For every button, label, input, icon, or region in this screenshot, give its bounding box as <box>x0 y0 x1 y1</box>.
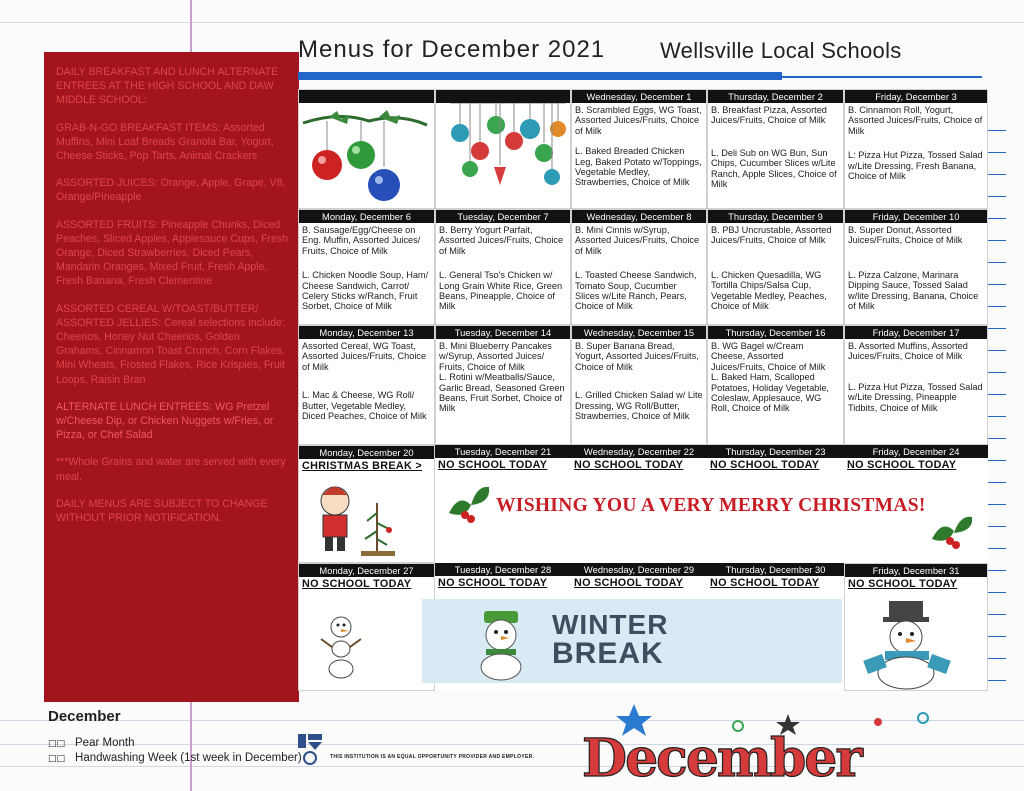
no-school-notice: NO SCHOOL TODAY <box>710 459 820 471</box>
day-header: Friday, December 24 <box>844 445 988 458</box>
day-header: Wednesday, December 8 <box>572 210 706 223</box>
december-art <box>578 700 978 788</box>
info-sidebar <box>44 52 299 702</box>
lunch-menu: L: Pizza Hut Pizza, Tossed Salad w/Lite Dressing, Fresh Banana, Choice of Milk <box>848 150 983 182</box>
winter-break-banner <box>422 599 842 683</box>
snowman-icon <box>466 605 536 681</box>
no-school-notice: NO SCHOOL TODAY <box>574 459 684 471</box>
checkbox-icon: □□ <box>48 754 66 764</box>
winter-banner-line2: BREAK <box>552 637 664 670</box>
day-cell <box>435 325 571 445</box>
day-header: Monday, December 6 <box>299 210 434 223</box>
lunch-menu: L. Mac & Cheese, WG Roll/ Butter, Vegetable Medley, Diced Peaches, Choice of Milk <box>302 390 427 422</box>
day-cell <box>707 209 844 325</box>
day-header: Wednesday, December 29 <box>571 563 707 576</box>
breakfast-menu: B. Mini Blueberry Pancakes w/Syrup, Assorted Juices/ Fruits, Choice of Milk <box>439 341 552 372</box>
sidebar-breakfast-title: GRAB-N-GO BREAKFAST ITEMS: <box>56 121 221 134</box>
page-title: Menus for December 2021 <box>298 36 606 63</box>
day-header: Tuesday, December 7 <box>436 210 570 223</box>
sidebar-whole-grains: ***Whole Grains and water are served with every meal. <box>56 456 286 483</box>
day-header: Friday, December 31 <box>845 564 987 577</box>
footer-month: December <box>48 708 121 725</box>
lunch-menu: L. Pizza Calzone, Marinara Dipping Sauce, Tossed Salad w/lite Dressing, Banana, Choice of Milk <box>848 269 979 312</box>
sidebar-alternate <box>56 400 289 443</box>
lunch-menu: L. Chicken Quesadilla, WG Tortilla Chips/Salsa Cup, Vegetable Medley, Peaches, Choice of Milk <box>711 269 827 312</box>
observance-label: Pear Month <box>75 737 135 749</box>
sidebar-breakfast-items <box>56 121 289 164</box>
december-art-text: December <box>582 728 861 788</box>
organization-name: Wellsville Local Schools <box>660 38 902 63</box>
no-school-notice: NO SCHOOL TODAY <box>847 459 957 471</box>
lunch-menu: L. Pizza Hut Pizza, Tossed Salad w/Lite Dressing, Pineapple Tidbits, Choice of Milk <box>848 381 983 413</box>
day-header: Monday, December 20 <box>299 446 434 459</box>
day-header: Wednesday, December 22 <box>571 445 707 458</box>
sidebar-breakfast-text: Assorted Muffins, Mini Loaf Breads Granola Bar, Yogurt, Cheese Sticks, Pop Tarts, Animal Crackers <box>56 121 274 163</box>
sidebar-cereal-text: Cereal selections include: Cheerios, Honey Nut Cheerios, Golden Grahams, Cinnamon Toast Crunch, Corn Flakes, Mini Wheats, Frosted Flakes, Rice Krispies, Fruit Loops, Raisin Bran <box>56 316 286 386</box>
break-notice: CHRISTMAS BREAK > <box>302 460 422 472</box>
day-header: Monday, December 13 <box>299 326 434 339</box>
breakfast-menu: B. Super Donut, Assorted Juices/Fruits, Choice of Milk <box>848 225 963 246</box>
day-cell <box>571 89 707 209</box>
day-header: Wednesday, December 1 <box>572 90 706 103</box>
sidebar-juices-text: Orange, Apple, Grape, V8, Orange/Pineapple <box>56 177 286 204</box>
sidebar-fruits-text: Pineapple Chunks, Diced Peaches, Sliced Apples, Applesauce Cups, Fresh Orange, Diced Strawberries, Diced Pears, Mandarin Oranges, Mixed Fruit, Fresh Apple, Fresh Banana, Fresh Clementine <box>56 218 289 288</box>
sidebar-fruits-title: ASSORTED FRUITS: <box>56 218 159 231</box>
sidebar-alternate-title: ALTERNATE LUNCH ENTREES: <box>56 400 213 413</box>
day-header: Wednesday, December 15 <box>572 326 706 339</box>
day-cell <box>571 325 707 445</box>
snowman-scarf-icon <box>845 591 987 691</box>
day-header: Thursday, December 2 <box>708 90 843 103</box>
header-blue-line <box>782 76 982 78</box>
sidebar-cereal-title: ASSORTED CEREAL W/TOAST/BUTTER/ ASSORTED JELLIES: <box>56 302 259 329</box>
christmas-baubles-icon <box>436 103 570 208</box>
lunch-menu: L. Toasted Cheese Sandwich, Tomato Soup, Cucumber Slices w/Lite Ranch, Pears, Choice of Milk <box>575 270 697 312</box>
breakfast-menu: B. Assorted Muffins, Assorted Juices/Fruits, Choice of Milk <box>848 341 968 362</box>
day-header: Thursday, December 30 <box>707 563 844 576</box>
day-cell <box>571 209 707 325</box>
day-header: Tuesday, December 14 <box>436 326 570 339</box>
day-cell <box>298 209 435 325</box>
day-header: Friday, December 3 <box>845 90 987 103</box>
day-cell <box>298 325 435 445</box>
lunch-menu: L. General Tso's Chicken w/ Long Grain White Rice, Green Beans, Pineapple, Choice of Milk <box>439 270 563 312</box>
ornaments-icon <box>299 103 434 208</box>
breakfast-menu: B. PBJ Uncrustable, Assorted Juices/Fruits, Choice of Milk <box>711 225 832 246</box>
day-cell <box>844 209 988 325</box>
day-cell-empty <box>435 89 571 209</box>
usda-logo-icon <box>296 732 326 766</box>
sidebar-intro: DAILY BREAKFAST AND LUNCH ALTERNATE ENTREES AT THE HIGH SCHOOL AND DAW MIDDLE SCHOOL: <box>56 66 279 107</box>
day-header: Tuesday, December 28 <box>435 563 571 576</box>
observance-item <box>48 737 134 749</box>
no-school-notice: NO SCHOOL TODAY <box>710 577 820 589</box>
day-cell <box>298 445 435 563</box>
winter-banner-line1: WINTER <box>552 609 669 640</box>
day-header: Friday, December 10 <box>845 210 987 223</box>
lunch-menu: L. Chicken Noodle Soup, Ham/ Cheese Sandwich, Carrot/ Celery Sticks w/Ranch, Fruit Sorbet, Choice of Milk <box>302 270 429 312</box>
charlie-brown-tree-icon <box>299 473 434 563</box>
day-cell <box>844 89 988 209</box>
sidebar-disclaimer: DAILY MENUS ARE SUBJECT TO CHANGE WITHOUT PRIOR NOTIFICATION. <box>56 497 268 525</box>
lunch-menu: L. Rotini w/Meatballs/Sauce, Garlic Bread, Seasoned Green Beans, Fruit Sorbet, Choice of Milk <box>439 372 565 414</box>
sidebar-juices <box>56 176 289 204</box>
day-header: Thursday, December 23 <box>707 445 844 458</box>
observance-label: Handwashing Week (1st week in December) <box>75 752 302 764</box>
sidebar-fruits <box>56 218 289 289</box>
lunch-menu: L. Baked Breaded Chicken Leg, Baked Potato w/Toppings, Vegetable Medley, Strawberries, Choice of Milk <box>575 146 702 188</box>
no-school-notice: NO SCHOOL TODAY <box>574 577 684 589</box>
day-cell <box>844 563 988 691</box>
breakfast-menu: B. Breakfast Pizza, Assorted Juices/Fruits, Choice of Milk <box>711 105 827 126</box>
breakfast-menu: B. Cinnamon Roll, Yogurt, Assorted Juices/Fruits, Choice of Milk <box>848 105 983 136</box>
checkbox-icon: □□ <box>48 739 66 749</box>
holly-icon <box>928 515 978 555</box>
observance-item <box>48 752 302 764</box>
holly-icon <box>443 483 493 533</box>
equal-opportunity-statement: THIS INSTITUTION IS AN EQUAL OPPORTUNITY PROVIDER AND EMPLOYER. <box>330 754 535 760</box>
christmas-message: WISHING YOU A VERY MERRY CHRISTMAS! <box>496 495 926 516</box>
breakfast-menu: Assorted Cereal, WG Toast, Assorted Juices/Fruits, Choice of Milk <box>302 341 427 372</box>
day-cell <box>707 325 844 445</box>
sidebar-cereal <box>56 302 289 387</box>
olaf-snowman-icon <box>299 591 434 691</box>
day-cell-empty <box>298 89 435 209</box>
day-header: Tuesday, December 21 <box>435 445 571 458</box>
lunch-menu: L. Deli Sub on WG Bun, Sun Chips, Cucumber Slices w/Lite Ranch, Apple Slices, Choice of Milk <box>711 147 837 190</box>
day-header: Monday, December 27 <box>299 564 434 577</box>
breakfast-menu: B. Berry Yogurt Parfait, Assorted Juices/Fruits, Choice of Milk <box>439 225 564 256</box>
day-cell <box>298 563 435 691</box>
header-blue-bar <box>298 72 782 80</box>
day-cell <box>435 209 571 325</box>
day-header: Friday, December 17 <box>845 326 987 339</box>
day-cell <box>707 89 844 209</box>
breakfast-menu: B. Scrambled Eggs, WG Toast, Assorted Juices/Fruits, Choice of Milk <box>575 105 702 136</box>
lunch-menu: L. Baked Ham, Scalloped Potatoes, Holiday Vegetable, Coleslaw, Applesauce, WG Roll, Choice of Milk <box>711 372 829 414</box>
no-school-notice: NO SCHOOL TODAY <box>438 577 548 589</box>
breakfast-menu: B. WG Bagel w/Cream Cheese, Assorted Juices/Fruits, Choice of Milk <box>711 341 826 372</box>
breakfast-menu: B. Super Banana Bread, Yogurt, Assorted Juices/Fruits, Choice of Milk <box>575 341 699 372</box>
lunch-menu: L. Grilled Chicken Salad w/ Lite Dressing, WG Roll/Butter, Strawberries, Choice of Milk <box>575 390 703 422</box>
no-school-notice: NO SCHOOL TODAY <box>438 459 548 471</box>
sidebar-alternate-text: WG Pretzel w/Cheese Dip, or Chicken Nuggets w/Fries, or Pizza, or Chef Salad <box>56 400 274 442</box>
sidebar-juices-title: ASSORTED JUICES: <box>56 177 158 190</box>
day-cell <box>844 325 988 445</box>
no-school-notice: NO SCHOOL TODAY <box>302 578 412 590</box>
breakfast-menu: B. Sausage/Egg/Cheese on Eng. Muffin, Assorted Juices/ Fruits, Choice of Milk <box>302 225 421 256</box>
day-header: Thursday, December 16 <box>708 326 843 339</box>
breakfast-menu: B. Mini Cinnis w/Syrup, Assorted Juices/Fruits, Choice of Milk <box>575 225 700 256</box>
day-header: Thursday, December 9 <box>708 210 843 223</box>
no-school-notice: NO SCHOOL TODAY <box>848 578 958 590</box>
